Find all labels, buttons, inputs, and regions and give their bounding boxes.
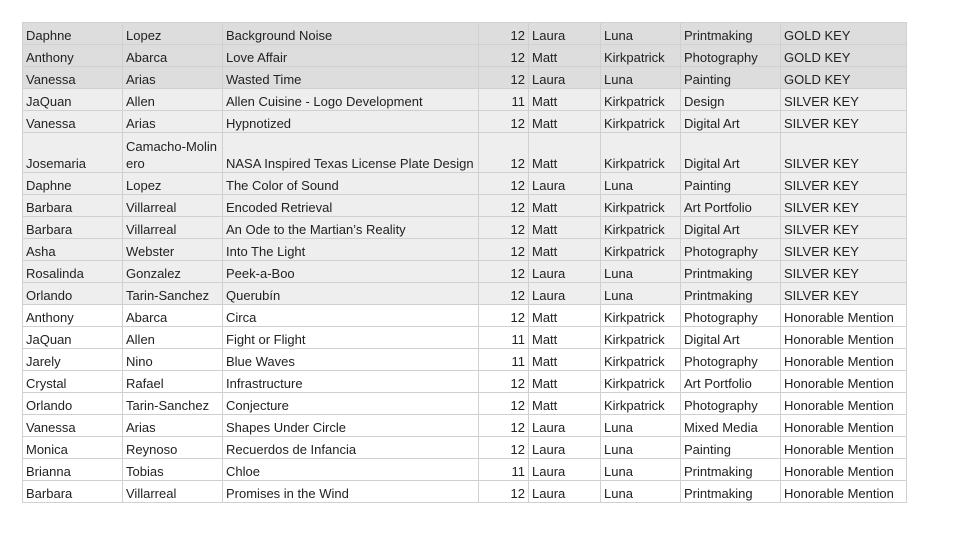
table-row	[23, 261, 907, 283]
first-name-cell[interactable]: Anthony	[23, 305, 123, 327]
teacher-last-cell[interactable]: Kirkpatrick	[601, 349, 681, 371]
last-name-cell[interactable]: Gonzalez	[123, 261, 223, 283]
first-name-cell[interactable]: JaQuan	[23, 89, 123, 111]
table-row	[23, 133, 907, 173]
last-name-cell[interactable]: Tarin-Sanchez	[123, 283, 223, 305]
table-row	[23, 283, 907, 305]
grade-cell[interactable]: 12	[479, 239, 529, 261]
title-cell[interactable]: Hypnotized	[223, 111, 479, 133]
first-name-cell[interactable]: Daphne	[23, 173, 123, 195]
teacher-first-cell[interactable]: Matt	[529, 45, 601, 67]
title-cell[interactable]: Conjecture	[223, 393, 479, 415]
table-row	[23, 327, 907, 349]
table-row	[23, 45, 907, 67]
category-cell[interactable]: Mixed Media	[681, 415, 781, 437]
category-cell[interactable]: Design	[681, 89, 781, 111]
category-cell[interactable]: Printmaking	[681, 459, 781, 481]
table-row	[23, 67, 907, 89]
teacher-first-cell[interactable]: Matt	[529, 133, 601, 173]
teacher-first-cell[interactable]: Matt	[529, 349, 601, 371]
table-row	[23, 111, 907, 133]
title-cell[interactable]: Blue Waves	[223, 349, 479, 371]
teacher-last-cell[interactable]: Kirkpatrick	[601, 45, 681, 67]
category-cell[interactable]: Art Portfolio	[681, 195, 781, 217]
table-row	[23, 217, 907, 239]
last-name-cell[interactable]: Nino	[123, 349, 223, 371]
grade-cell[interactable]: 11	[479, 459, 529, 481]
grade-cell[interactable]: 12	[479, 173, 529, 195]
first-name-cell[interactable]: Josemaria	[23, 133, 123, 173]
category-cell[interactable]: Printmaking	[681, 261, 781, 283]
category-cell[interactable]: Photography	[681, 305, 781, 327]
teacher-first-cell[interactable]: Laura	[529, 415, 601, 437]
last-name-cell[interactable]: Rafael	[123, 371, 223, 393]
first-name-cell[interactable]: Barbara	[23, 195, 123, 217]
category-cell[interactable]: Digital Art	[681, 327, 781, 349]
teacher-last-cell[interactable]: Kirkpatrick	[601, 239, 681, 261]
teacher-last-cell[interactable]: Kirkpatrick	[601, 393, 681, 415]
teacher-last-cell[interactable]: Kirkpatrick	[601, 111, 681, 133]
teacher-last-cell[interactable]: Kirkpatrick	[601, 217, 681, 239]
award-cell[interactable]: SILVER KEY	[781, 283, 907, 305]
award-cell[interactable]: SILVER KEY	[781, 173, 907, 195]
grade-cell[interactable]: 12	[479, 393, 529, 415]
last-name-cell[interactable]: Allen	[123, 89, 223, 111]
awards-table-body	[23, 23, 907, 503]
grade-cell[interactable]: 12	[479, 217, 529, 239]
teacher-first-cell[interactable]: Matt	[529, 89, 601, 111]
grade-cell[interactable]: 12	[479, 133, 529, 173]
award-cell[interactable]: SILVER KEY	[781, 195, 907, 217]
teacher-last-cell[interactable]: Luna	[601, 67, 681, 89]
award-cell[interactable]: SILVER KEY	[781, 239, 907, 261]
title-cell[interactable]: Shapes Under Circle	[223, 415, 479, 437]
first-name-cell[interactable]: Barbara	[23, 481, 123, 503]
last-name-cell[interactable]: Camacho-Molinero	[123, 133, 223, 173]
teacher-first-cell[interactable]: Laura	[529, 283, 601, 305]
category-cell[interactable]: Photography	[681, 393, 781, 415]
table-row	[23, 239, 907, 261]
grade-cell[interactable]: 12	[479, 437, 529, 459]
last-name-cell[interactable]: Arias	[123, 415, 223, 437]
teacher-first-cell[interactable]: Laura	[529, 459, 601, 481]
first-name-cell[interactable]: Rosalinda	[23, 261, 123, 283]
award-cell[interactable]: Honorable Mention	[781, 371, 907, 393]
first-name-cell[interactable]: Daphne	[23, 23, 123, 45]
first-name-cell[interactable]: Vanessa	[23, 111, 123, 133]
category-cell[interactable]: Painting	[681, 437, 781, 459]
grade-cell[interactable]: 12	[479, 415, 529, 437]
category-cell[interactable]: Art Portfolio	[681, 371, 781, 393]
teacher-first-cell[interactable]: Laura	[529, 437, 601, 459]
category-cell[interactable]: Printmaking	[681, 283, 781, 305]
grade-cell[interactable]: 11	[479, 349, 529, 371]
category-cell[interactable]: Painting	[681, 173, 781, 195]
table-row	[23, 305, 907, 327]
title-cell[interactable]: Querubín	[223, 283, 479, 305]
teacher-last-cell[interactable]: Kirkpatrick	[601, 89, 681, 111]
title-cell[interactable]: An Ode to the Martian’s Reality	[223, 217, 479, 239]
category-cell[interactable]: Digital Art	[681, 217, 781, 239]
last-name-cell[interactable]: Allen	[123, 327, 223, 349]
table-row	[23, 89, 907, 111]
last-name-cell[interactable]: Abarca	[123, 45, 223, 67]
table-row	[23, 23, 907, 45]
award-cell[interactable]: Honorable Mention	[781, 437, 907, 459]
grade-cell[interactable]: 12	[479, 261, 529, 283]
teacher-first-cell[interactable]: Laura	[529, 261, 601, 283]
category-cell[interactable]: Photography	[681, 45, 781, 67]
last-name-cell[interactable]: Villarreal	[123, 217, 223, 239]
last-name-cell[interactable]: Reynoso	[123, 437, 223, 459]
table-row	[23, 173, 907, 195]
last-name-cell[interactable]: Tobias	[123, 459, 223, 481]
title-cell[interactable]: Recuerdos de Infancia	[223, 437, 479, 459]
category-cell[interactable]: Photography	[681, 349, 781, 371]
title-cell[interactable]: Circa	[223, 305, 479, 327]
last-name-cell[interactable]: Lopez	[123, 23, 223, 45]
teacher-last-cell[interactable]: Luna	[601, 23, 681, 45]
grade-cell[interactable]: 12	[479, 45, 529, 67]
first-name-cell[interactable]: Orlando	[23, 393, 123, 415]
table-row	[23, 437, 907, 459]
award-cell[interactable]: Honorable Mention	[781, 415, 907, 437]
title-cell[interactable]: Background Noise	[223, 23, 479, 45]
title-cell[interactable]: Into The Light	[223, 239, 479, 261]
first-name-cell[interactable]: Crystal	[23, 371, 123, 393]
grade-cell[interactable]: 12	[479, 195, 529, 217]
table-row	[23, 415, 907, 437]
grade-cell[interactable]: 12	[479, 23, 529, 45]
last-name-cell[interactable]: Arias	[123, 67, 223, 89]
table-row	[23, 393, 907, 415]
teacher-first-cell[interactable]: Matt	[529, 305, 601, 327]
category-cell[interactable]: Digital Art	[681, 133, 781, 173]
teacher-last-cell[interactable]: Kirkpatrick	[601, 195, 681, 217]
last-name-cell[interactable]: Lopez	[123, 173, 223, 195]
title-cell[interactable]: Fight or Flight	[223, 327, 479, 349]
teacher-first-cell[interactable]: Matt	[529, 111, 601, 133]
first-name-cell[interactable]: Asha	[23, 239, 123, 261]
award-cell[interactable]: SILVER KEY	[781, 89, 907, 111]
award-cell[interactable]: Honorable Mention	[781, 459, 907, 481]
table-row	[23, 481, 907, 503]
last-name-cell[interactable]: Arias	[123, 111, 223, 133]
award-cell[interactable]: GOLD KEY	[781, 67, 907, 89]
first-name-cell[interactable]: JaQuan	[23, 327, 123, 349]
grade-cell[interactable]: 11	[479, 327, 529, 349]
first-name-cell[interactable]: Vanessa	[23, 415, 123, 437]
first-name-cell[interactable]: Orlando	[23, 283, 123, 305]
teacher-last-cell[interactable]: Luna	[601, 437, 681, 459]
teacher-last-cell[interactable]: Luna	[601, 481, 681, 503]
first-name-cell[interactable]: Monica	[23, 437, 123, 459]
category-cell[interactable]: Printmaking	[681, 23, 781, 45]
grade-cell[interactable]: 12	[479, 481, 529, 503]
teacher-first-cell[interactable]: Laura	[529, 67, 601, 89]
category-cell[interactable]: Printmaking	[681, 481, 781, 503]
teacher-first-cell[interactable]: Matt	[529, 217, 601, 239]
award-cell[interactable]: SILVER KEY	[781, 111, 907, 133]
last-name-cell[interactable]: Villarreal	[123, 481, 223, 503]
table-row	[23, 349, 907, 371]
award-cell[interactable]: Honorable Mention	[781, 305, 907, 327]
teacher-last-cell[interactable]: Kirkpatrick	[601, 305, 681, 327]
award-cell[interactable]: Honorable Mention	[781, 349, 907, 371]
last-name-cell[interactable]: Tarin-Sanchez	[123, 393, 223, 415]
award-cell[interactable]: SILVER KEY	[781, 261, 907, 283]
last-name-cell[interactable]: Abarca	[123, 305, 223, 327]
title-cell[interactable]: Encoded Retrieval	[223, 195, 479, 217]
category-cell[interactable]: Photography	[681, 239, 781, 261]
table-row	[23, 195, 907, 217]
teacher-first-cell[interactable]: Matt	[529, 195, 601, 217]
grade-cell[interactable]: 11	[479, 89, 529, 111]
title-cell[interactable]: Promises in the Wind	[223, 481, 479, 503]
title-cell[interactable]: Infrastructure	[223, 371, 479, 393]
teacher-first-cell[interactable]: Matt	[529, 371, 601, 393]
first-name-cell[interactable]: Jarely	[23, 349, 123, 371]
title-cell[interactable]: Allen Cuisine - Logo Development	[223, 89, 479, 111]
teacher-first-cell[interactable]: Laura	[529, 173, 601, 195]
teacher-last-cell[interactable]: Luna	[601, 459, 681, 481]
award-cell[interactable]: GOLD KEY	[781, 45, 907, 67]
teacher-first-cell[interactable]: Matt	[529, 327, 601, 349]
award-cell[interactable]: Honorable Mention	[781, 327, 907, 349]
teacher-first-cell[interactable]: Laura	[529, 23, 601, 45]
grade-cell[interactable]: 12	[479, 305, 529, 327]
title-cell[interactable]: The Color of Sound	[223, 173, 479, 195]
teacher-last-cell[interactable]: Luna	[601, 173, 681, 195]
table-row	[23, 371, 907, 393]
award-cell[interactable]: Honorable Mention	[781, 481, 907, 503]
awards-table	[22, 22, 907, 503]
teacher-first-cell[interactable]: Matt	[529, 393, 601, 415]
title-cell[interactable]: Wasted Time	[223, 67, 479, 89]
award-cell[interactable]: GOLD KEY	[781, 23, 907, 45]
grade-cell[interactable]: 12	[479, 283, 529, 305]
teacher-last-cell[interactable]: Kirkpatrick	[601, 371, 681, 393]
award-cell[interactable]: SILVER KEY	[781, 217, 907, 239]
award-cell[interactable]: Honorable Mention	[781, 393, 907, 415]
teacher-first-cell[interactable]: Matt	[529, 239, 601, 261]
grade-cell[interactable]: 12	[479, 67, 529, 89]
first-name-cell[interactable]: Vanessa	[23, 67, 123, 89]
title-cell[interactable]: Peek-a-Boo	[223, 261, 479, 283]
title-cell[interactable]: Chloe	[223, 459, 479, 481]
teacher-last-cell[interactable]: Kirkpatrick	[601, 327, 681, 349]
teacher-first-cell[interactable]: Laura	[529, 481, 601, 503]
last-name-cell[interactable]: Webster	[123, 239, 223, 261]
category-cell[interactable]: Painting	[681, 67, 781, 89]
table-row	[23, 459, 907, 481]
teacher-last-cell[interactable]: Luna	[601, 283, 681, 305]
teacher-last-cell[interactable]: Luna	[601, 261, 681, 283]
grade-cell[interactable]: 12	[479, 371, 529, 393]
award-cell[interactable]: SILVER KEY	[781, 133, 907, 173]
grade-cell[interactable]: 12	[479, 111, 529, 133]
teacher-last-cell[interactable]: Luna	[601, 415, 681, 437]
teacher-last-cell[interactable]: Kirkpatrick	[601, 133, 681, 173]
first-name-cell[interactable]: Anthony	[23, 45, 123, 67]
title-cell[interactable]: NASA Inspired Texas License Plate Design	[223, 133, 479, 173]
title-cell[interactable]: Love Affair	[223, 45, 479, 67]
category-cell[interactable]: Digital Art	[681, 111, 781, 133]
first-name-cell[interactable]: Barbara	[23, 217, 123, 239]
last-name-cell[interactable]: Villarreal	[123, 195, 223, 217]
first-name-cell[interactable]: Brianna	[23, 459, 123, 481]
